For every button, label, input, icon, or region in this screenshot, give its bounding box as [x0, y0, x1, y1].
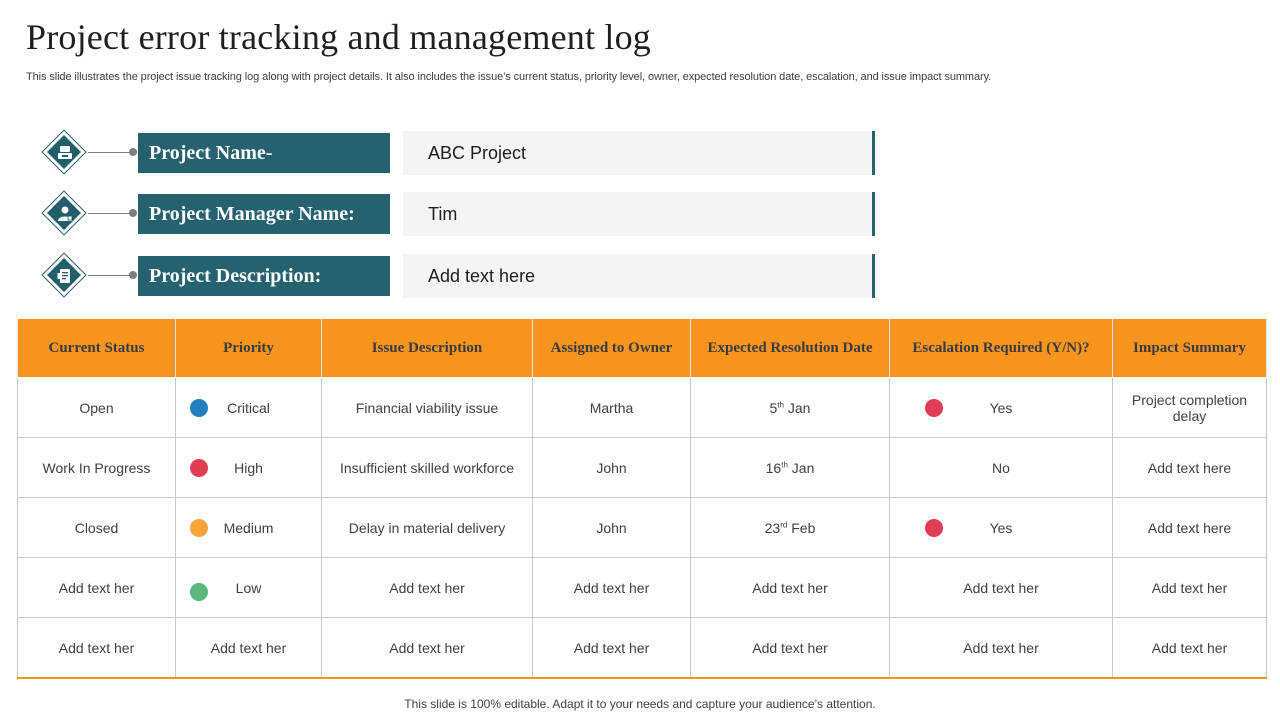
- project-icon: [52, 141, 78, 165]
- date-cell[interactable]: Add text her: [691, 558, 890, 618]
- header-resolution-date: Expected Resolution Date: [691, 319, 890, 378]
- manager-name-label: Project Manager Name:: [138, 194, 390, 234]
- footer-note: This slide is 100% editable. Adapt it to your needs and capture your audience’s attention.: [404, 697, 876, 711]
- date-cell[interactable]: 16th Jan: [691, 438, 890, 498]
- date-cell[interactable]: 5th Jan: [691, 378, 890, 438]
- priority-label: Critical: [227, 399, 270, 416]
- info-row-manager-name: [0, 192, 880, 236]
- connector-dot: [129, 209, 137, 217]
- owner-cell[interactable]: Add text her: [533, 618, 691, 679]
- status-cell[interactable]: Open: [18, 378, 176, 438]
- description-icon: [52, 264, 78, 288]
- escalation-cell[interactable]: [890, 498, 1113, 558]
- date-cell[interactable]: Add text her: [691, 618, 890, 679]
- issue-cell[interactable]: Financial viability issue: [322, 378, 533, 438]
- issue-cell[interactable]: Insufficient skilled workforce: [322, 438, 533, 498]
- table-row: [18, 438, 1267, 498]
- escalation-label: No: [992, 459, 1010, 476]
- impact-cell[interactable]: Project completion delay: [1113, 378, 1267, 438]
- escalation-dot: [925, 399, 943, 417]
- escalation-dot: [925, 519, 943, 537]
- escalation-cell[interactable]: [890, 438, 1113, 498]
- header-escalation: Escalation Required (Y/N)?: [890, 319, 1113, 378]
- status-cell[interactable]: Work In Progress: [18, 438, 176, 498]
- priority-dot: [190, 459, 208, 477]
- table-row: [18, 618, 1267, 679]
- project-name-value[interactable]: ABC Project: [403, 131, 875, 175]
- connector-line: [88, 213, 134, 214]
- header-priority: Priority: [176, 319, 322, 378]
- priority-label: Medium: [223, 519, 274, 536]
- priority-label: High: [234, 459, 263, 476]
- connector-dot: [129, 271, 137, 279]
- issue-cell[interactable]: Delay in material delivery: [322, 498, 533, 558]
- table-row: [18, 498, 1267, 558]
- connector-dot: [129, 148, 137, 156]
- table-row: [18, 558, 1267, 618]
- priority-label: Low: [235, 579, 262, 596]
- issue-cell[interactable]: Add text her: [322, 558, 533, 618]
- priority-cell[interactable]: [176, 378, 322, 438]
- impact-cell[interactable]: Add text here: [1113, 498, 1267, 558]
- escalation-label: Yes: [989, 519, 1013, 536]
- priority-dot: [190, 519, 208, 537]
- priority-dot: [190, 399, 208, 417]
- issue-log-table: [17, 318, 1267, 679]
- page-title: Project error tracking and management log: [26, 17, 651, 57]
- header-impact-summary: Impact Summary: [1113, 319, 1267, 378]
- connector-line: [88, 152, 134, 153]
- impact-cell[interactable]: Add text her: [1113, 618, 1267, 679]
- manager-name-value[interactable]: Tim: [403, 192, 875, 236]
- priority-cell[interactable]: [176, 438, 322, 498]
- priority-dot: [190, 583, 208, 601]
- escalation-cell[interactable]: Add text her: [890, 618, 1113, 679]
- status-cell[interactable]: Add text her: [18, 618, 176, 679]
- table-header-row: [18, 319, 1267, 378]
- status-cell[interactable]: Closed: [18, 498, 176, 558]
- impact-cell[interactable]: Add text here: [1113, 438, 1267, 498]
- owner-cell[interactable]: Martha: [533, 378, 691, 438]
- escalation-label: Yes: [989, 399, 1013, 416]
- priority-cell[interactable]: [176, 558, 322, 618]
- table-row: [18, 378, 1267, 438]
- info-row-description: [0, 254, 880, 298]
- header-current-status: Current Status: [18, 319, 176, 378]
- project-name-label: Project Name-: [138, 133, 390, 173]
- issue-cell[interactable]: Add text her: [322, 618, 533, 679]
- date-cell[interactable]: 23rd Feb: [691, 498, 890, 558]
- escalation-cell[interactable]: [890, 378, 1113, 438]
- impact-cell[interactable]: Add text her: [1113, 558, 1267, 618]
- page-subtitle: This slide illustrates the project issue tracking log along with project details. It also includes the issue’s current status, priority level, owner, expected resolution date, escalation, and issue impact summary.: [26, 71, 992, 83]
- header-assigned-owner: Assigned to Owner: [533, 319, 691, 378]
- header-issue-description: Issue Description: [322, 319, 533, 378]
- description-value[interactable]: Add text here: [403, 254, 875, 298]
- description-label: Project Description:: [138, 256, 390, 296]
- owner-cell[interactable]: John: [533, 498, 691, 558]
- connector-line: [88, 275, 134, 276]
- info-row-project-name: [0, 131, 880, 175]
- owner-cell[interactable]: Add text her: [533, 558, 691, 618]
- manager-icon: [52, 202, 78, 226]
- owner-cell[interactable]: John: [533, 438, 691, 498]
- priority-cell[interactable]: [176, 498, 322, 558]
- escalation-cell[interactable]: Add text her: [890, 558, 1113, 618]
- priority-cell[interactable]: Add text her: [176, 618, 322, 679]
- status-cell[interactable]: Add text her: [18, 558, 176, 618]
